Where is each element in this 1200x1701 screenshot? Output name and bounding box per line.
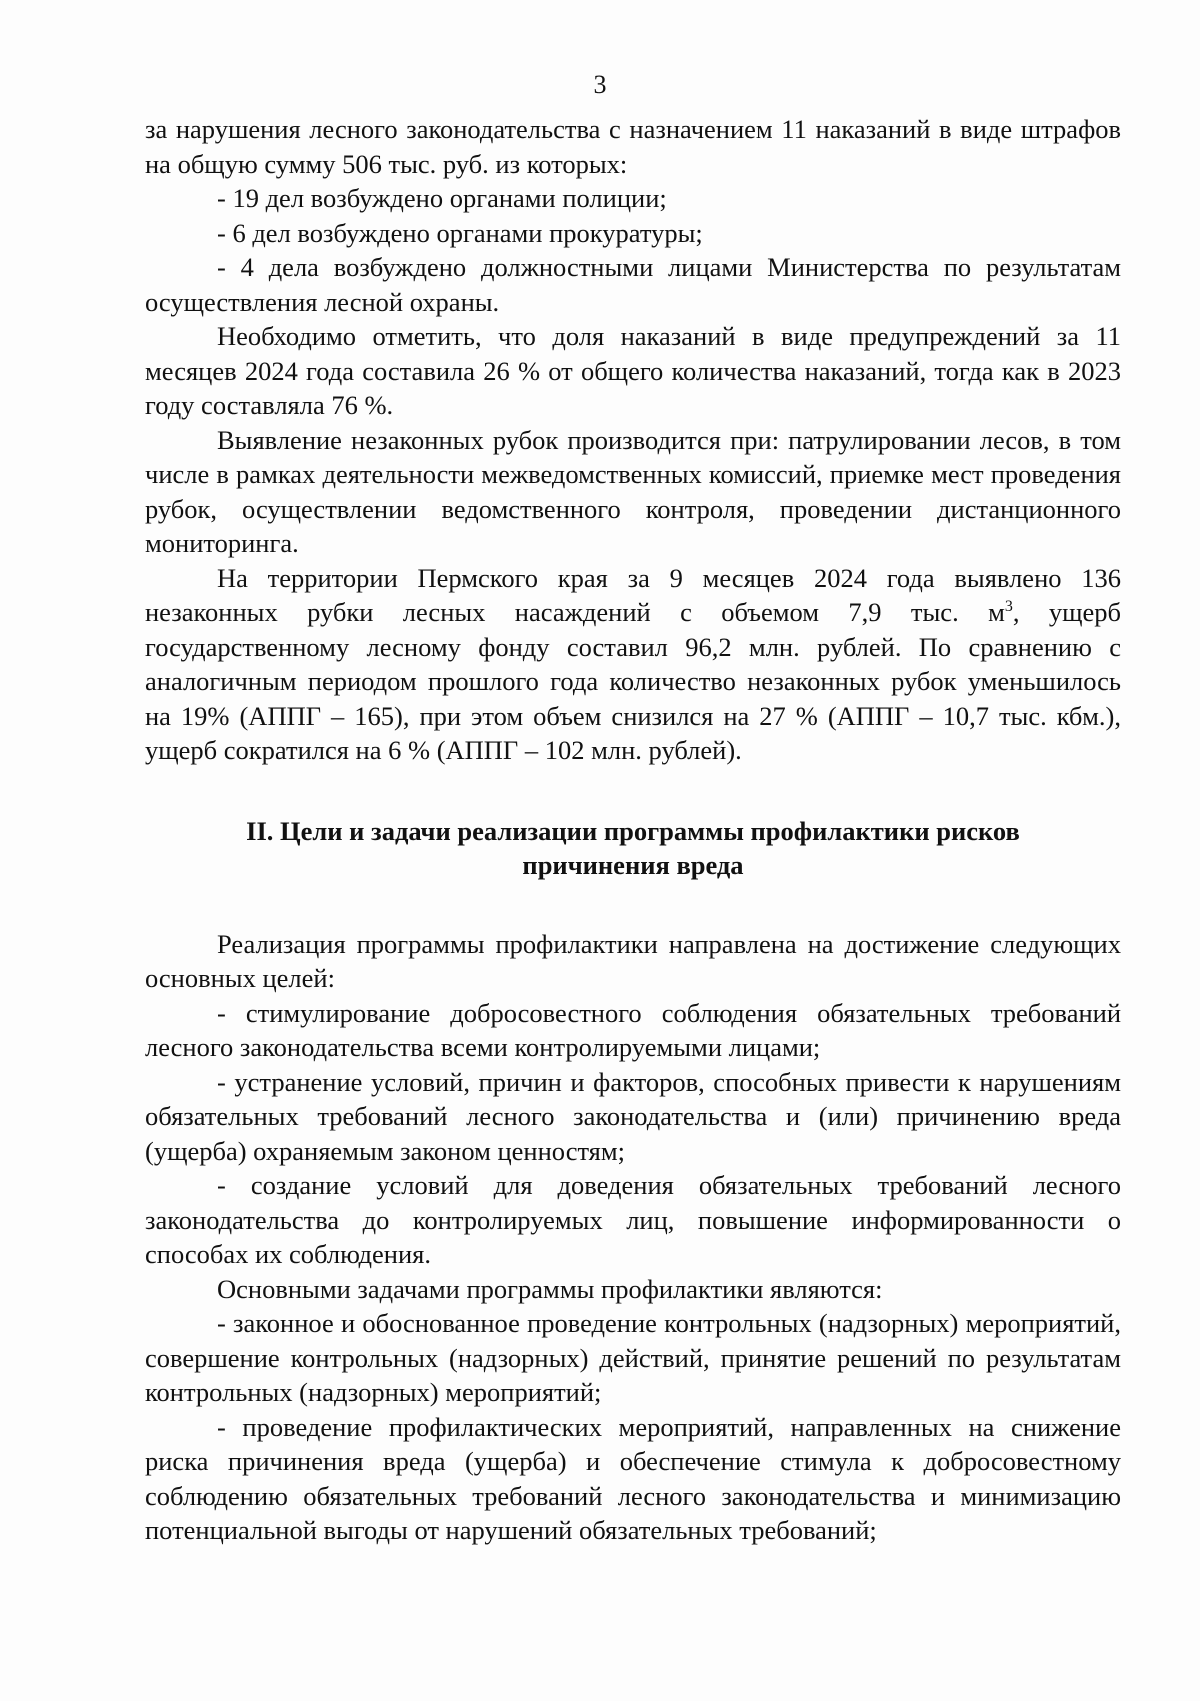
paragraph-detection-methods: Выявление незаконных рубок производится при: патрулировании лесов, в том числе в рамках деятельности межведомственных комиссий, приемке мест проведения рубок, осуществлении ведомственного контроля, проведении дистанционного мониторинга.	[145, 424, 1121, 558]
list-item-goal-conditions: - создание условий для доведения обязательных требований лесного законодательства до контролируемых лиц, повышение информированности о способах их соблюдения.	[145, 1170, 1121, 1269]
list-item-prosecutor-cases: - 6 дел возбуждено органами прокуратуры;	[217, 217, 703, 248]
page-body	[145, 112, 1121, 1548]
list-item-goal-stimulation: - стимулирование добросовестного соблюдения обязательных требований лесного законодательства всеми контролируемыми лицами;	[145, 997, 1121, 1062]
section-heading-line1: II. Цели и задачи реализации программы профилактики рисков	[246, 815, 1020, 846]
logging-stats-text-part2: , ущерб государственному лесному фонду составил 96,2 млн. рублей. По сравнению с аналогичным периодом прошлого года количество незаконных рубок уменьшилось на 19% (АППГ – 165), при этом объем снизился на 27 % (АППГ – 10,7 тыс. кбм.), ущерб сократился на 6 % (АППГ – 102 млн. рублей).	[145, 597, 1121, 765]
list-item-goal-elimination: - устранение условий, причин и факторов, способных привести к нарушениям обязательных требований лесного законодательства и (или) причинению вреда (ущерба) охраняемым законом ценностям;	[145, 1066, 1121, 1166]
paragraph-program-goals-intro: Реализация программы профилактики направлена на достижение следующих основных целей:	[145, 928, 1121, 993]
paragraph-program-tasks-intro: Основными задачами программы профилактики являются:	[217, 1273, 883, 1304]
page-number: 3	[593, 70, 607, 99]
list-item-ministry-cases: - 4 дела возбуждено должностными лицами Министерства по результатам осуществления лесной охраны.	[145, 252, 1121, 317]
section-heading	[145, 814, 1121, 883]
section-heading-line2: причинения вреда	[522, 850, 744, 880]
cubic-superscript: 3	[1004, 598, 1013, 616]
list-item-task-lawful-control: - законное и обоснованное проведение контрольных (надзорных) мероприятий, совершение контрольных (надзорных) действий, принятие решений по результатам контрольных (надзорных) мероприятий;	[145, 1308, 1121, 1407]
paragraph-fines-intro: за нарушения лесного законодательства с назначением 11 наказаний в виде штрафов на общую сумму 506 тыс. руб. из которых:	[145, 114, 1121, 179]
paragraph-illegal-logging-stats	[145, 561, 1121, 768]
paragraph-warnings-share: Необходимо отметить, что доля наказаний в виде предупреждений за 11 месяцев 2024 года составила 26 % от общего количества наказаний, тогда как в 2023 году составляла 76 %.	[145, 321, 1121, 420]
logging-stats-text-part1: На территории Пермского края за 9 месяцев 2024 года выявлено 136 незаконных рубки лесных насаждений с объемом 7,9 тыс. м	[145, 562, 1121, 627]
list-item-task-prevention: - проведение профилактических мероприятий, направленных на снижение риска причинения вреда (ущерба) и обеспечение стимула к добросовестному соблюдению обязательных требований лесного законодательства и минимизацию потенциальной выгоды от нарушений обязательных требований;	[145, 1411, 1121, 1545]
list-item-police-cases: - 19 дел возбуждено органами полиции;	[217, 183, 667, 213]
